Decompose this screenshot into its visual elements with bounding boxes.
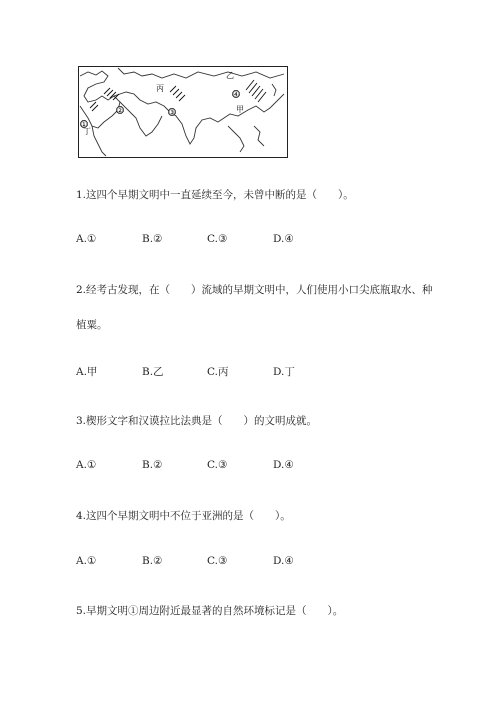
marker-1: ① bbox=[80, 120, 88, 129]
q3-option-b[interactable]: B.② bbox=[142, 459, 163, 471]
q2-option-a[interactable]: A.甲 bbox=[76, 366, 98, 378]
marker-2: ② bbox=[116, 106, 124, 115]
q2-option-d[interactable]: D.丁 bbox=[273, 366, 295, 378]
question-2-options bbox=[76, 364, 376, 378]
q4-option-d[interactable]: D.④ bbox=[273, 555, 294, 567]
q4-option-b[interactable]: B.② bbox=[142, 555, 163, 567]
q3-option-c[interactable]: C.③ bbox=[207, 459, 228, 471]
question-4-options bbox=[76, 555, 376, 569]
question-1: 1.这四个早期文明中一直延续至今，未曾中断的是（ ）。 bbox=[76, 189, 354, 201]
label-jia: 甲 bbox=[236, 105, 244, 114]
ancient-civilizations-map bbox=[78, 66, 288, 158]
q2-option-b[interactable]: B.乙 bbox=[142, 366, 164, 378]
question-1-options bbox=[76, 233, 376, 247]
label-yi: 乙 bbox=[226, 71, 234, 80]
q1-option-d[interactable]: D.④ bbox=[273, 233, 294, 245]
question-2: 2.经考古发现，在（ ）流域的早期文明中，人们使用小口尖底瓶取水、种 bbox=[76, 284, 433, 296]
q4-option-a[interactable]: A.① bbox=[76, 555, 97, 567]
q1-option-b[interactable]: B.② bbox=[142, 233, 163, 245]
q2-option-c[interactable]: C.丙 bbox=[207, 366, 229, 378]
q1-option-c[interactable]: C.③ bbox=[207, 233, 228, 245]
label-ding: 丁 bbox=[83, 127, 91, 136]
q1-option-a[interactable]: A.① bbox=[76, 233, 97, 245]
q4-option-c[interactable]: C.③ bbox=[207, 555, 228, 567]
q3-option-d[interactable]: D.④ bbox=[273, 459, 294, 471]
question-4: 4.这四个早期文明中不位于亚洲的是（ ）。 bbox=[76, 510, 291, 522]
marker-4: ④ bbox=[232, 90, 240, 99]
q3-option-a[interactable]: A.① bbox=[76, 459, 97, 471]
question-2-continuation: 植粟。 bbox=[76, 319, 108, 331]
label-bing: 丙 bbox=[156, 84, 164, 93]
question-3: 3.楔形文字和汉谟拉比法典是（ ）的文明成就。 bbox=[76, 415, 318, 427]
question-3-options bbox=[76, 459, 376, 473]
question-5: 5.早期文明①周边附近最显著的自然环境标记是（ ）。 bbox=[76, 605, 344, 617]
marker-3: ③ bbox=[168, 108, 176, 117]
